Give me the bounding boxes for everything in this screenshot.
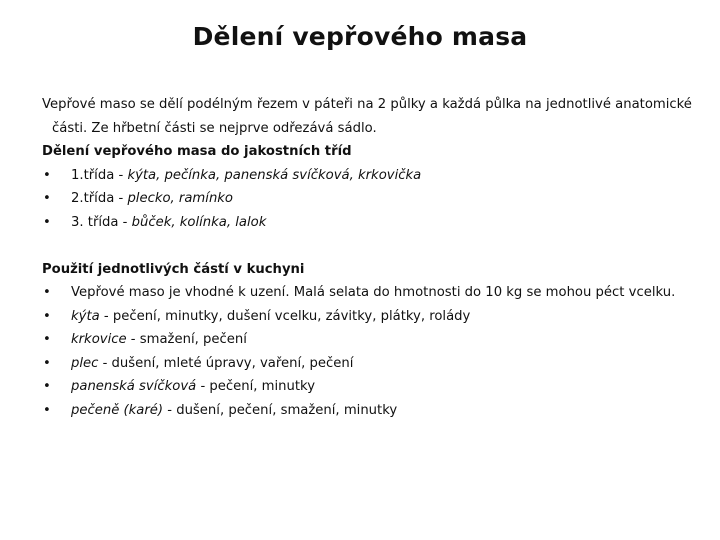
bullet-icon: •: [43, 285, 51, 300]
usage-item-text: krkovice - smažení, pečení: [71, 332, 247, 347]
usage-item: [42, 352, 692, 376]
grade-item-text: 1.třída - kýta, pečínka, panenská svíčková, krkovička: [71, 167, 422, 183]
intro-line-2: části. Ze hřbetní části se nejprve odřezává sádlo.: [52, 120, 377, 136]
usage-item-text: kýta - pečení, minutky, dušení vcelku, závitky, plátky, rolády: [71, 308, 471, 324]
bullet-icon: •: [43, 308, 51, 324]
usage-item-text: pečeně (karé) - dušení, pečení, smažení, minutky: [71, 402, 398, 418]
usage-heading: Použití jednotlivých částí v kuchyni: [42, 261, 305, 277]
usage-item: [42, 281, 692, 305]
usage-item: [42, 375, 692, 399]
slide-content: [42, 93, 692, 422]
bullet-icon: •: [43, 379, 51, 394]
bullet-icon: •: [43, 355, 51, 371]
grade-item-text: 3. třída - bůček, kolínka, lalok: [71, 214, 267, 230]
bullet-icon: •: [43, 167, 51, 183]
usage-item-text: Vepřové maso je vhodné k uzení. Malá selata do hmotnosti do 10 kg se mohou péct vcelku.: [71, 285, 676, 300]
grades-heading: Dělení vepřového masa do jakostních tříd: [42, 144, 352, 159]
grade-item: [42, 187, 692, 211]
usage-item: [42, 328, 692, 352]
usage-item-text: plec - dušení, mleté úpravy, vaření, pečení: [71, 355, 354, 371]
usage-item: [42, 305, 692, 329]
grade-item: [42, 164, 692, 188]
bullet-icon: •: [43, 402, 51, 418]
grade-item-text: 2.třída - plecko, ramínko: [71, 191, 234, 206]
spacer: [42, 234, 692, 258]
grade-item: [42, 211, 692, 235]
bullet-icon: •: [43, 214, 51, 230]
usage-item-text: panenská svíčková - pečení, minutky: [71, 379, 316, 394]
slide-title: Dělení vepřového masa: [192, 22, 528, 51]
usage-item: [42, 399, 692, 423]
bullet-icon: •: [43, 332, 51, 347]
intro-line-1: Vepřové maso se dělí podélným řezem v páteři na 2 půlky a každá půlka na jednotlivé anatomické: [42, 97, 692, 112]
bullet-icon: •: [43, 191, 51, 206]
